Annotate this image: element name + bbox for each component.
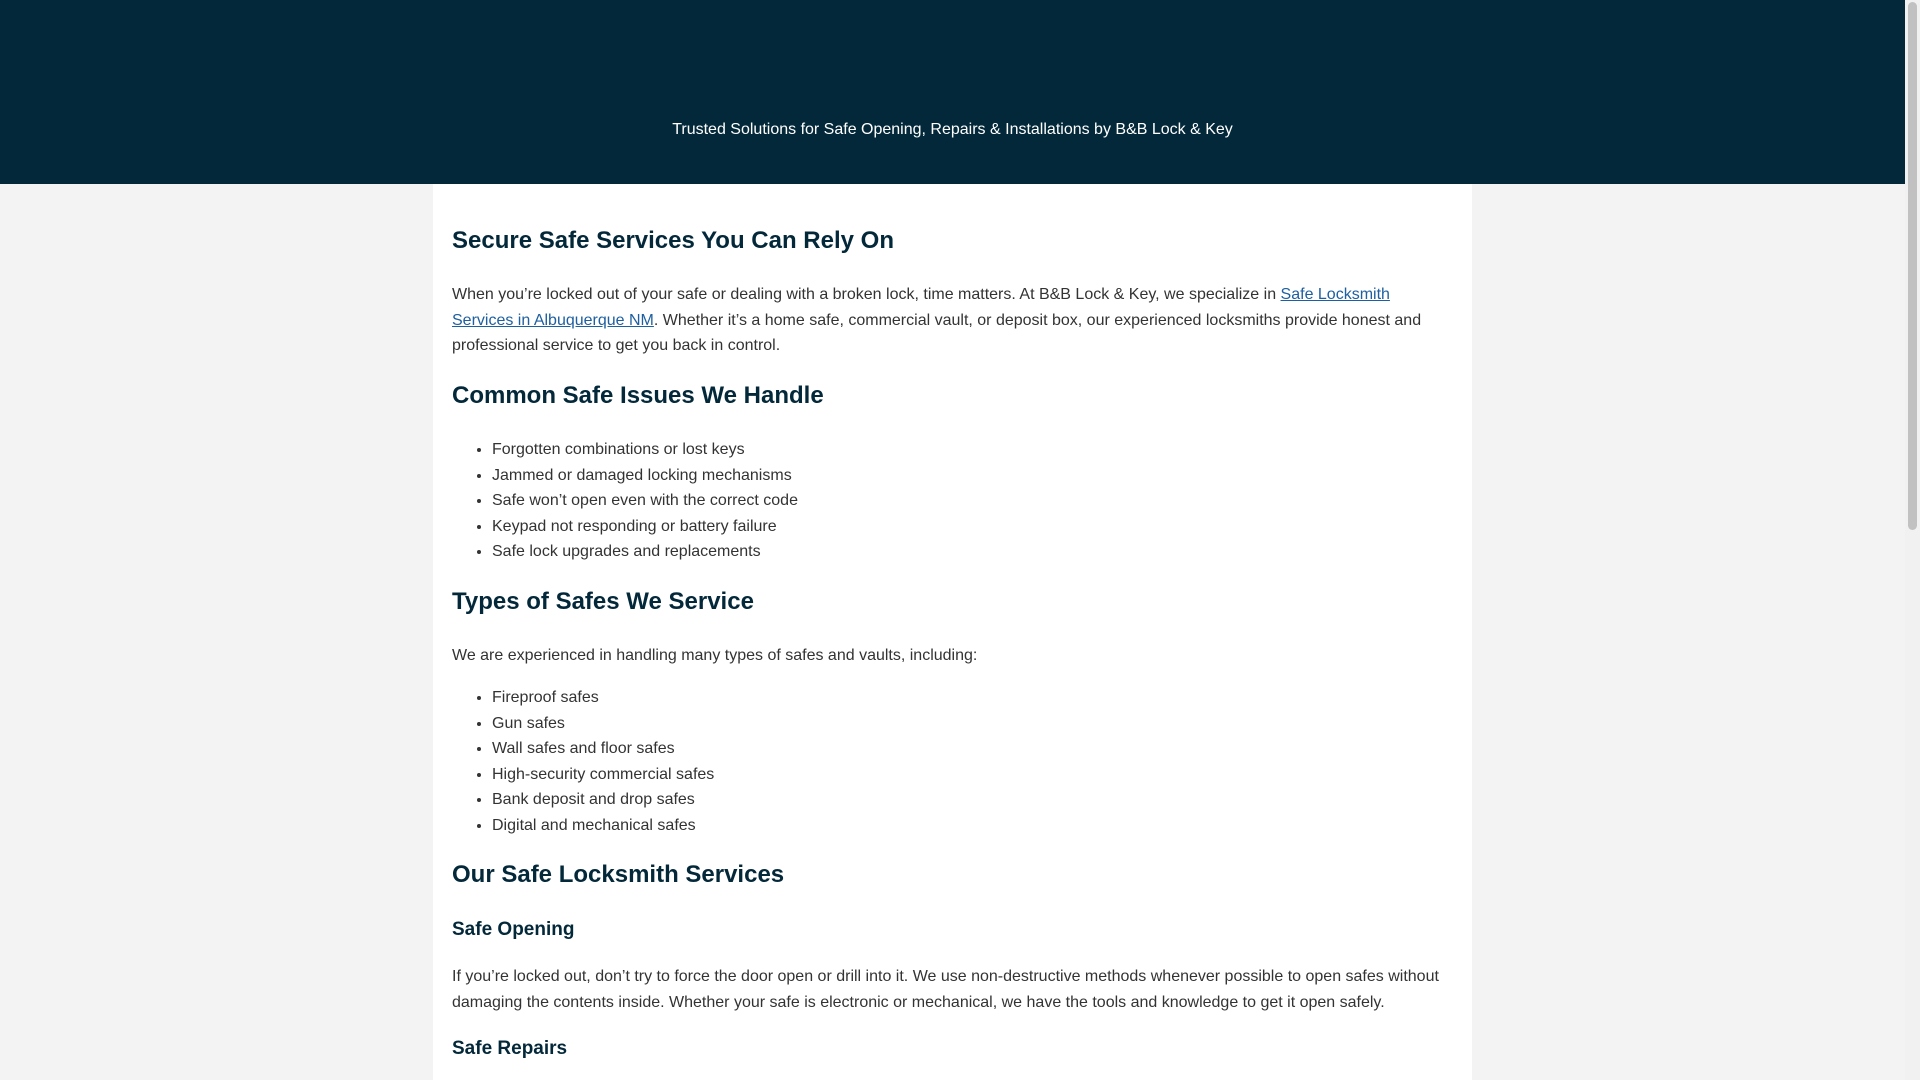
list-item: • Keypad not responding or battery failure	[492, 514, 1453, 540]
list-item: • Gun safes	[492, 711, 1453, 737]
heading-secure-safe-services: Secure Safe Services You Can Rely On	[452, 227, 894, 254]
site-header	[0, 0, 1905, 184]
safe-types-list	[452, 685, 1453, 839]
list-item: • Safe lock upgrades and replacements	[492, 539, 1453, 565]
list-item: • Bank deposit and drop safes	[492, 787, 1453, 813]
vertical-scrollbar[interactable]	[1905, 0, 1920, 1080]
main-content	[433, 184, 1472, 1080]
heading-types-of-safes: Types of Safes We Service	[452, 588, 754, 615]
list-item: • Wall safes and floor safes	[492, 736, 1453, 762]
intro-paragraph	[452, 282, 1453, 359]
subheading-safe-repairs: Safe Repairs	[452, 1038, 568, 1059]
list-item: • Forgotten combinations or lost keys	[492, 437, 1453, 463]
common-issues-list	[452, 437, 1453, 565]
list-item: • Jammed or damaged locking mechanisms	[492, 463, 1453, 489]
subheading-safe-opening: Safe Opening	[452, 919, 575, 940]
list-item: • Digital and mechanical safes	[492, 813, 1453, 839]
list-item: • High-security commercial safes	[492, 762, 1453, 788]
list-item: • Fireproof safes	[492, 685, 1453, 711]
scrollbar-thumb[interactable]	[1908, 2, 1917, 530]
heading-our-safe-locksmith-services: Our Safe Locksmith Services	[452, 861, 785, 888]
safe-locksmith-services-link[interactable]: Safe Locksmith Services in Albuquerque NM	[452, 286, 1390, 329]
site-title-area	[0, 0, 1905, 90]
types-intro-paragraph: We are experienced in handling many types of safes and vaults, including:	[452, 647, 978, 664]
site-tagline: Trusted Solutions for Safe Opening, Repairs & Installations by B&B Lock & Key	[672, 121, 1233, 138]
list-item: • Safe won’t open even with the correct code	[492, 488, 1453, 514]
safe-opening-paragraph: If you’re locked out, don’t try to force the door open or drill into it. We use non-destructive methods whenever possible to open safes without damaging the contents inside. Whether your safe is electronic or mechanical, we have the tools and knowledge to get it open safely.	[452, 968, 1439, 1011]
intro-text-before: When you’re locked out of your safe or dealing with a broken lock, time matters. At B&B Lock & Key, we specialize in	[452, 286, 1281, 303]
heading-common-safe-issues: Common Safe Issues We Handle	[452, 382, 824, 409]
intro-text-after: . Whether it’s a home safe, commercial vault, or deposit box, our experienced locksmiths provide honest and professional service to get you back in control.	[452, 311, 1422, 354]
